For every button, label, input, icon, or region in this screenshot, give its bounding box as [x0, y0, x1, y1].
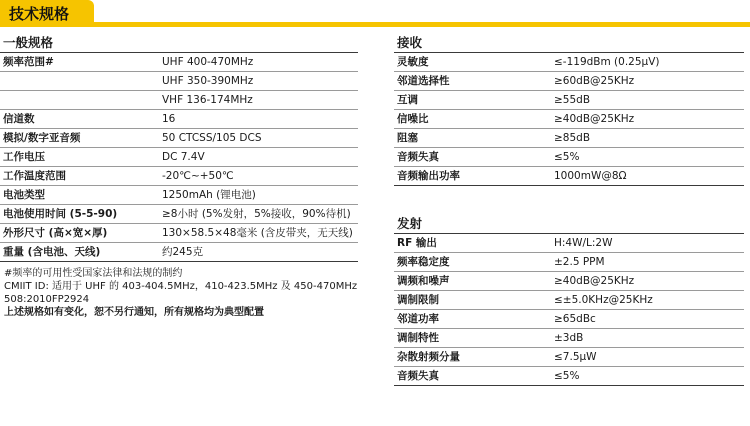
row-value: 1250mAh (锂电池) — [162, 189, 256, 201]
row-value: H:4W/L:2W — [554, 237, 613, 249]
row-label: 频率稳定度 — [397, 256, 450, 268]
table-row — [0, 72, 358, 91]
row-value: ≥55dB — [554, 94, 591, 106]
row-label: 调频和噪声 — [397, 275, 450, 287]
row-label: 灵敏度 — [397, 56, 429, 68]
row-value: ±3dB — [554, 332, 584, 344]
row-label: 工作电压 — [3, 151, 45, 163]
row-label: 工作温度范围 — [3, 170, 66, 182]
table-row — [394, 272, 744, 291]
row-value: ±2.5 PPM — [554, 256, 605, 268]
row-label: 模拟/数字亚音频 — [3, 132, 81, 144]
row-label: 电池使用时间 (5-5-90) — [3, 208, 118, 220]
row-label: 调制特性 — [397, 332, 439, 344]
row-label: 阻塞 — [397, 132, 418, 144]
row-label: 信道数 — [3, 113, 35, 125]
table-row — [394, 367, 744, 386]
row-value: ≥40dB@25KHz — [554, 275, 635, 287]
row-value: ≥85dB — [554, 132, 591, 144]
row-value: ≤7.5μW — [554, 351, 597, 363]
table-row — [0, 91, 358, 110]
row-value: ≥8小时 (5%发射，5%接收，90%待机) — [162, 208, 351, 220]
row-label — [0, 72, 162, 90]
row-value: VHF 136-174MHz — [162, 94, 253, 106]
receive-specs-table — [394, 34, 744, 186]
table-row — [0, 224, 358, 243]
row-value: 1000mW@8Ω — [554, 170, 627, 182]
row-label: 邻道功率 — [397, 313, 439, 325]
row-value: ≤±5.0KHz@25KHz — [554, 294, 653, 306]
transmit-specs-table — [394, 215, 744, 386]
row-label — [0, 91, 162, 109]
table-row — [394, 110, 744, 129]
row-value: ≥40dB@25KHz — [554, 113, 635, 125]
row-label: 互调 — [397, 94, 418, 106]
header-title: 技术规格 — [0, 0, 94, 27]
table-row — [0, 243, 358, 262]
table-row — [0, 167, 358, 186]
table-row — [0, 110, 358, 129]
row-value: ≤5% — [554, 151, 580, 163]
row-label: 杂散射频分量 — [397, 351, 460, 363]
header-bar — [0, 0, 750, 28]
row-label: RF 输出 — [397, 237, 437, 249]
row-value: ≥60dB@25KHz — [554, 75, 635, 87]
table-row — [394, 329, 744, 348]
table-row — [394, 53, 744, 72]
receive-section-title: 接收 — [394, 34, 744, 53]
footnotes — [4, 267, 374, 319]
row-label: 邻道选择性 — [397, 75, 450, 87]
row-label: 重量 (含电池、天线) — [3, 246, 101, 258]
header-rule — [0, 22, 750, 27]
row-value: 130×58.5×48毫米 (含皮带夹，无天线) — [162, 227, 353, 239]
table-row — [394, 234, 744, 253]
row-value: ≤5% — [554, 370, 580, 382]
table-row — [394, 91, 744, 110]
table-row — [394, 310, 744, 329]
table-row — [0, 205, 358, 224]
row-value: UHF 350-390MHz — [162, 75, 254, 87]
row-value: DC 7.4V — [162, 151, 205, 163]
row-label: 电池类型 — [3, 189, 45, 201]
footnote-frequency: #频率的可用性受国家法律和法规的制约 — [4, 268, 183, 279]
footnote-cmiit: CMIIT ID: 适用于 UHF 的 403-404.5MHz，410-423.5MHz 及 450-470MHz — [4, 281, 358, 292]
table-row — [394, 167, 744, 186]
table-row — [0, 53, 358, 72]
table-row — [394, 348, 744, 367]
row-label: 外形尺寸 (高×宽×厚) — [3, 227, 108, 239]
table-row — [0, 186, 358, 205]
table-row — [394, 253, 744, 272]
row-value: UHF 400-470MHz — [162, 56, 254, 68]
row-label: 频率范围# — [3, 56, 54, 68]
table-row — [0, 148, 358, 167]
row-value: 16 — [162, 113, 176, 125]
footnote-code: 508:2010FP2924 — [4, 294, 90, 305]
general-specs-table — [0, 34, 358, 262]
table-row — [394, 72, 744, 91]
general-section-title: 一般规格 — [0, 34, 358, 53]
row-label: 音频失真 — [397, 151, 439, 163]
row-value: ≤-119dBm (0.25μV) — [554, 56, 660, 68]
row-value: 50 CTCSS/105 DCS — [162, 132, 262, 144]
row-value: ≥65dBc — [554, 313, 596, 325]
table-row — [394, 129, 744, 148]
row-label: 信噪比 — [397, 113, 429, 125]
row-label: 调制限制 — [397, 294, 439, 306]
row-value: -20℃~+50℃ — [162, 170, 234, 182]
transmit-section-title: 发射 — [394, 215, 744, 234]
row-label: 音频失真 — [397, 370, 439, 382]
table-row — [0, 129, 358, 148]
row-value: 约245克 — [162, 246, 204, 258]
footnote-disclaimer: 上述规格如有变化，恕不另行通知，所有规格均为典型配置 — [4, 307, 264, 318]
table-row — [394, 148, 744, 167]
row-label: 音频输出功率 — [397, 170, 460, 182]
table-row — [394, 291, 744, 310]
